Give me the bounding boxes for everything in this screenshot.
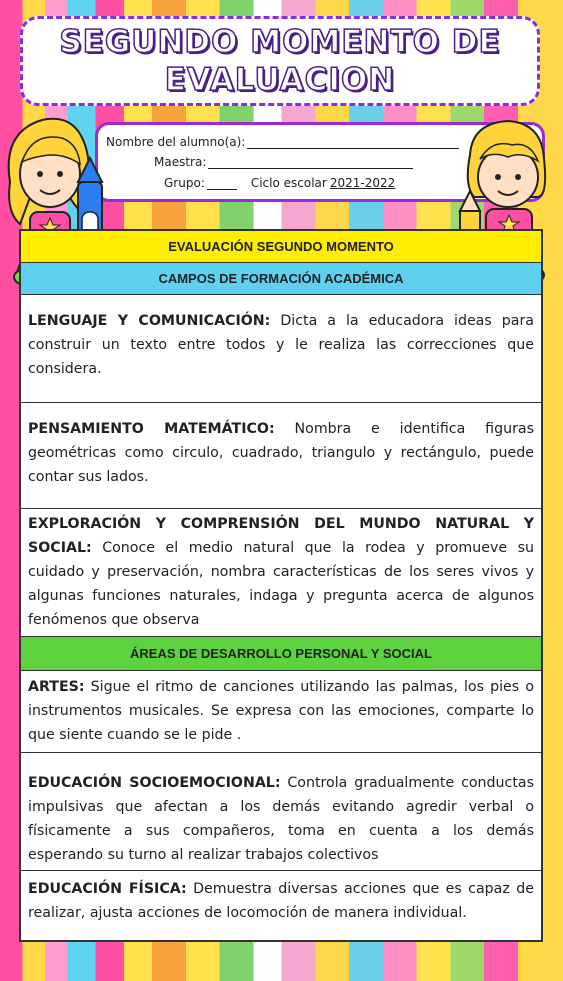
title-line-2: EVALUACION — [164, 62, 396, 98]
student-name-field[interactable] — [247, 136, 459, 149]
exploracion-text: Conoce el medio natural que la rodea y promueve su cuidado y preservación, nombra características de los seres vivos y algunas funciones naturales, indaga y pregunta acerca de algunos fenómenos que observa — [28, 540, 534, 628]
section-pensamiento — [21, 403, 541, 509]
evaluation-sheet — [19, 229, 543, 942]
socioemocional-text: Controla gradualmente conductas impulsivas que afectan a los demás evitando agredir verbal o físicamente a sus compañeros, toma en cuenta a los demás esperando su turno al realizar trabajos colectivos — [28, 775, 534, 863]
section-fisica — [21, 871, 541, 940]
title-line-1: SEGUNDO MOMENTO DE — [59, 24, 501, 60]
artes-text: Sigue el ritmo de canciones utilizando las palmas, los pies o instrumentos musicales. Se expresa con las emociones, comparte lo que siente cuando se le pide . — [28, 679, 534, 743]
fisica-heading: EDUCACIÓN FÍSICA: — [28, 881, 187, 897]
section-artes — [21, 671, 541, 753]
fisica-text: Demuestra diversas acciones que es capaz de realizar, ajusta acciones de locomoción de manera individual. — [28, 881, 534, 921]
group-label: Grupo: — [164, 176, 205, 190]
teacher-label: Maestra: — [154, 155, 207, 169]
campos-band: CAMPOS DE FORMACIÓN ACADÉMICA — [21, 263, 541, 295]
student-name-row — [106, 135, 459, 149]
group-row — [164, 176, 395, 190]
socioemocional-heading: EDUCACIÓN SOCIOEMOCIONAL: — [28, 775, 281, 791]
pensamiento-heading: PENSAMIENTO MATEMÁTICO: — [28, 421, 275, 437]
teacher-row — [154, 155, 413, 169]
cycle-value: 2021-2022 — [329, 176, 396, 190]
title-banner — [20, 16, 540, 106]
student-name-label: Nombre del alumno(a): — [106, 135, 246, 149]
cycle-label: Ciclo escolar — [250, 176, 327, 190]
exploracion-heading: EXPLORACIÓN Y COMPRENSIÓN DEL MUNDO NATURAL Y SOCIAL: — [28, 516, 534, 556]
areas-band: ÁREAS DE DESARROLLO PERSONAL Y SOCIAL — [21, 637, 541, 671]
evaluation-band: EVALUACIÓN SEGUNDO MOMENTO — [21, 231, 541, 263]
group-field[interactable] — [207, 177, 237, 190]
section-exploracion — [21, 509, 541, 637]
section-socioemocional — [21, 753, 541, 871]
teacher-field[interactable] — [208, 156, 413, 169]
artes-heading: ARTES: — [28, 679, 85, 695]
lenguaje-text: Dicta a la educadora ideas para construir un texto entre todos y le realiza las correcciones que considera. — [28, 313, 534, 377]
lenguaje-heading: LENGUAJE Y COMUNICACIÓN: — [28, 313, 271, 329]
section-lenguaje — [21, 295, 541, 403]
pensamiento-text: Nombra e identifica figuras geométricas como circulo, cuadrado, triangulo y rectángulo, puede contar sus lados. — [28, 421, 534, 485]
